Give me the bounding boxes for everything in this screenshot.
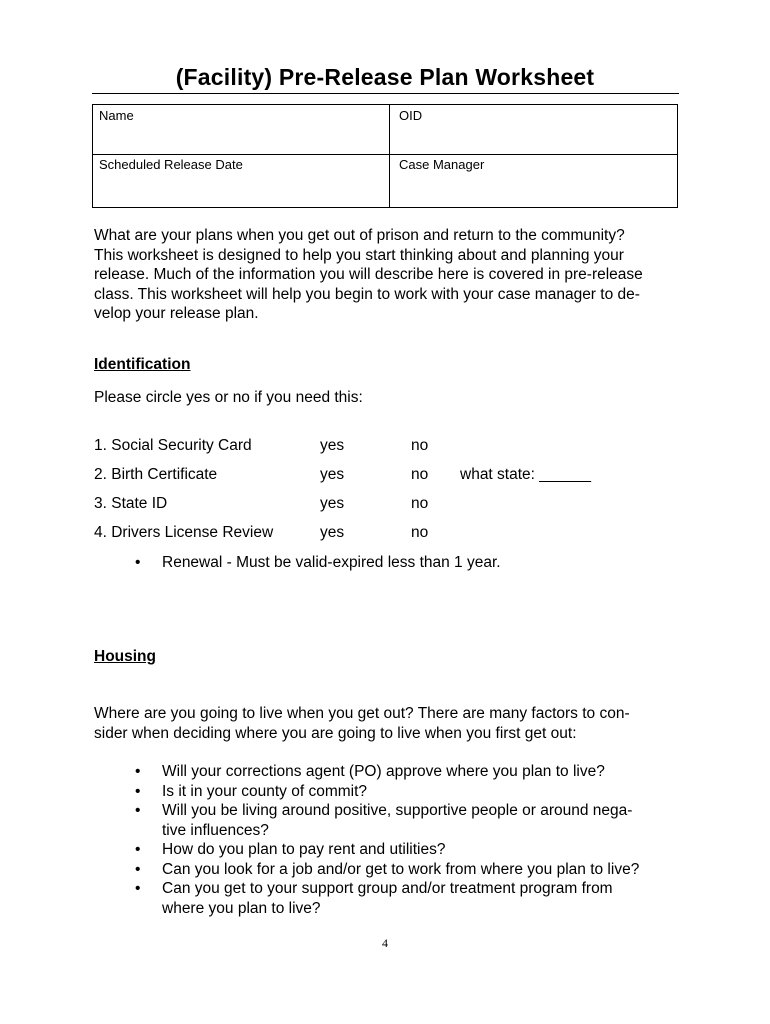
identification-instruction: Please circle yes or no if you need this: (94, 389, 363, 406)
bullet-icon: • (135, 802, 141, 819)
title-underline (92, 93, 679, 94)
id-item-yes: yes (320, 495, 345, 512)
id-item-no: no (411, 437, 429, 454)
intro-line: This worksheet is designed to help you start thinking about and planning your (94, 246, 624, 264)
intro-line: velop your release plan. (94, 305, 259, 322)
housing-heading: Housing (94, 648, 156, 665)
license-bullet-list (135, 553, 501, 573)
list-item-text: Will you be living around positive, supportive people or around nega- (162, 802, 633, 819)
housing-bullet-list (135, 762, 680, 918)
release-date-field-label: Scheduled Release Date (99, 157, 243, 172)
list-item-text: Can you look for a job and/or get to work from where you plan to live? (162, 860, 640, 878)
intro-line: class. This worksheet will help you begin to work with your case manager to de- (94, 285, 640, 303)
list-item-text: Can you get to your support group and/or treatment program from (162, 880, 613, 897)
list-item (135, 879, 680, 918)
info-table (92, 104, 678, 208)
id-item-label: 2. Birth Certificate (94, 466, 218, 483)
list-item (135, 782, 680, 802)
list-item-text: Will your corrections agent (PO) approve where you plan to live? (162, 763, 605, 780)
id-item-label: 4. Drivers License Review (94, 524, 274, 541)
bullet-icon: • (135, 860, 141, 878)
identification-heading: Identification (94, 356, 191, 373)
id-item-yes: yes (320, 437, 345, 454)
page-number: 4 (382, 936, 388, 950)
table-divider-vertical (389, 105, 390, 207)
list-item (135, 860, 680, 880)
list-item-text: tive influences? (162, 821, 269, 839)
birth-state-field: what state: ______ (460, 466, 591, 483)
id-item-label: 3. State ID (94, 495, 168, 512)
case-manager-field-label: Case Manager (399, 157, 485, 172)
bullet-icon: • (135, 841, 141, 858)
name-field-label: Name (99, 108, 134, 123)
bullet-icon: • (135, 763, 141, 780)
list-item-text: where you plan to live? (162, 899, 321, 917)
list-item (135, 553, 501, 573)
housing-intro-line: sider when deciding where you are going to live when you first get out: (94, 724, 577, 742)
list-item (135, 801, 680, 840)
list-item-text: Renewal - Must be valid-expired less than 1 year. (162, 554, 501, 571)
id-item-yes: yes (320, 466, 345, 483)
id-item-yes: yes (320, 524, 345, 541)
table-divider-horizontal (93, 154, 677, 155)
id-item-no: no (411, 466, 429, 483)
intro-line: What are your plans when you get out of prison and return to the community? (94, 227, 625, 244)
housing-intro-line: Where are you going to live when you get out? There are many factors to con- (94, 705, 630, 722)
housing-intro (94, 704, 630, 743)
page-title: (Facility) Pre-Release Plan Worksheet (175, 64, 595, 90)
bullet-icon: • (135, 782, 141, 800)
id-item-label: 1. Social Security Card (94, 437, 252, 454)
intro-line: release. Much of the information you will describe here is covered in pre-release (94, 266, 643, 283)
id-item-no: no (411, 524, 429, 541)
list-item-text: How do you plan to pay rent and utilities? (162, 841, 446, 858)
intro-paragraph (94, 226, 678, 324)
list-item-text: Is it in your county of commit? (162, 782, 368, 800)
bullet-icon: • (135, 880, 141, 897)
oid-field-label: OID (399, 108, 423, 123)
list-item (135, 762, 680, 782)
list-item (135, 840, 680, 860)
bullet-icon: • (135, 554, 141, 571)
id-item-no: no (411, 495, 429, 512)
